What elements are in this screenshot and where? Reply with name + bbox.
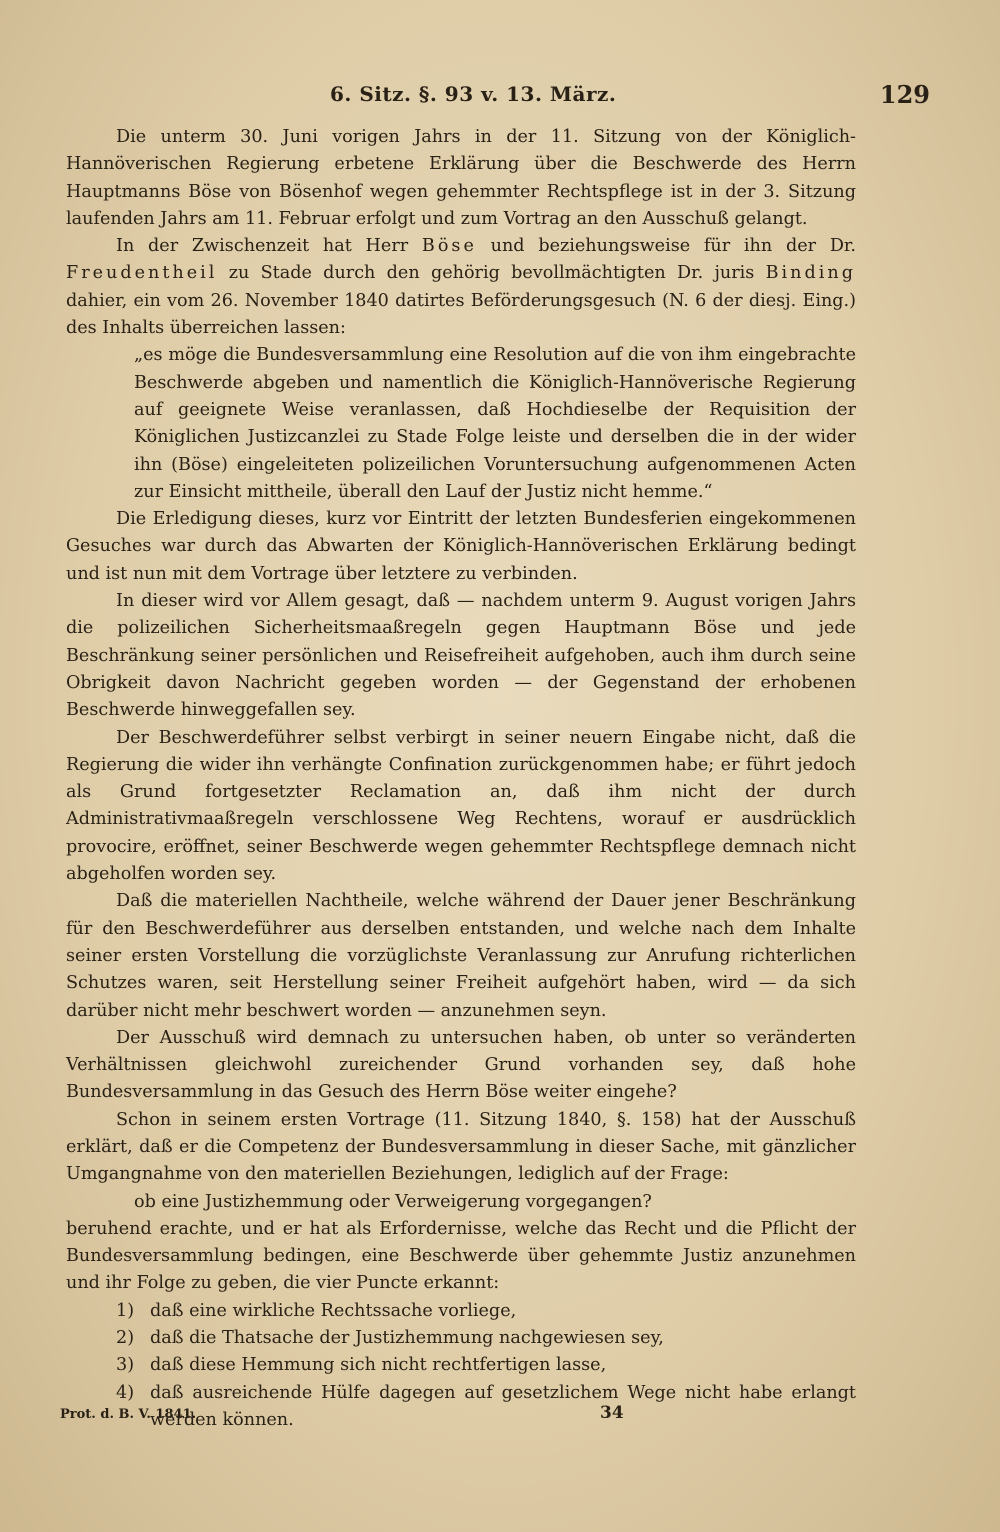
list-number: 4) — [116, 1382, 135, 1403]
list-text: daß ausreichende Hülfe dagegen auf gesetzlichem Wege nicht habe erlangt werden können. — [150, 1382, 856, 1430]
sheet-signature: 34 — [600, 1403, 624, 1423]
list-number: 2) — [116, 1328, 135, 1349]
running-head: 6. Sitz. §. 93 v. 13. März. — [330, 82, 617, 106]
page-header — [60, 82, 940, 112]
list-item — [116, 1298, 856, 1325]
paragraph: Der Ausschuß wird demnach zu untersuchen haben, ob unter so veränderten Verhältnissen gleichwohl zureichender Grund vorhanden sey, daß hohe Bundesversammlung in das Gesuch des Herrn Böse weiter eingehe? — [66, 1027, 856, 1103]
list-item — [116, 1352, 856, 1379]
block-quote: „es möge die Bundesversammlung eine Resolution auf die von ihm eingebrachte Beschwerde abgeben und namentlich die Königlich-Hannöverische Regierung auf geeignete Weise veranlassen, daß Hochdieselbe der Requisition der Königlichen Justizcanzlei zu Stade Folge leiste und derselben die in der wider ihn (Böse) eingeleiteten polizeilichen Voruntersuchung aufgenommenen Acten zur Einsicht mittheile, überall den Lauf der Justiz nicht hemme.“ — [134, 345, 856, 502]
page-footer — [60, 1403, 940, 1427]
list-text: daß diese Hemmung sich nicht rechtfertigen lasse, — [150, 1355, 607, 1376]
paragraph — [66, 233, 856, 342]
paragraph: Schon in seinem ersten Vortrage (11. Sitzung 1840, §. 158) hat der Ausschuß erklärt, daß er die Competenz der Bundesversammlung in dieser Sache, mit gänzlicher Umgangnahme von den materiellen Beziehungen, lediglich auf der Frage: — [66, 1109, 856, 1185]
paragraph: beruhend erachte, und er hat als Erfordernisse, welche das Recht und die Pflicht der Bundesversammlung bedingen, eine Beschwerde über gehemmte Justiz anzunehmen und ihr Folge zu geben, die vier Puncte erkannt: — [66, 1218, 856, 1294]
paragraph: Daß die materiellen Nachtheile, welche während der Dauer jener Beschränkung für den Beschwerdeführer aus derselben entstanden, und welche nach dem Inhalte seiner ersten Vorstellung die vorzüglichste Veranlassung zur Anrufung richterlichen Schutzes waren, seit Herstellung seiner Freiheit aufgehört haben, wird — da sich darüber nicht mehr beschwert worden — anzunehmen seyn. — [66, 891, 856, 1021]
paragraph: Der Beschwerdeführer selbst verbirgt in seiner neuern Eingabe nicht, daß die Regierung die wider ihn verhängte Confination zurückgenommen habe; er führt jedoch als Grund fortgesetzter Reclamation an, daß ihm nicht der durch Administrativmaaßregeln verschlossene Weg Rechtens, worauf er ausdrücklich provocire, eröffnet, seiner Beschwerde wegen gehemmter Rechtspflege demnach nicht abgeholfen worden sey. — [66, 727, 856, 885]
person-name: Binding — [765, 263, 856, 284]
text-run: In der Zwischenzeit hat Herr — [116, 236, 422, 257]
person-name: Böse — [421, 236, 477, 257]
text-run: und beziehungsweise für ihn der Dr. — [476, 236, 856, 257]
list-number: 1) — [116, 1300, 135, 1321]
paragraph: Die Erledigung dieses, kurz vor Eintritt der letzten Bundesferien eingekommenen Gesuches war durch das Abwarten der Königlich-Hannöverischen Erklärung bedingt und ist nun mit dem Vortrage über letztere zu verbinden. — [66, 509, 856, 584]
body-text — [66, 124, 856, 1434]
person-name: Freudentheil — [66, 263, 218, 284]
question-line: ob eine Justizhemmung oder Verweigerung vorgegangen? — [134, 1191, 652, 1212]
list-number: 3) — [116, 1355, 135, 1376]
text-run: zu Stade durch den gehörig bevollmächtigten Dr. juris — [217, 263, 766, 284]
paragraph: Die unterm 30. Juni vorigen Jahrs in der 11. Sitzung von der Königlich-Hannöverischen Regierung erbetene Erklärung über die Beschwerde des Herrn Hauptmanns Böse von Bösenhof wegen gehemmter Rechtspflege ist in der 3. Sitzung laufenden Jahrs am 11. Februar erfolgt und zum Vortrag an den Ausschuß gelangt. — [66, 127, 856, 229]
text-run: dahier, ein vom 26. November 1840 datirtes Beförderungsgesuch (N. 6 der diesj. Eing.) des Inhalts überreichen lassen: — [66, 290, 856, 339]
paragraph: In dieser wird vor Allem gesagt, daß — nachdem unterm 9. August vorigen Jahrs die polizeilichen Sicherheitsmaaßregeln gegen Hauptmann Böse und jede Beschränkung seiner persönlichen und Reisefreiheit aufgehoben, auch ihm durch seine Obrigkeit davon Nachricht gegeben worden — der Gegenstand der erhobenen Beschwerde hinweggefallen sey. — [66, 591, 856, 721]
page-number: 129 — [879, 80, 930, 109]
list-text: daß eine wirkliche Rechtssache vorliege, — [150, 1300, 517, 1321]
list-item — [116, 1325, 856, 1352]
list-text: daß die Thatsache der Justizhemmung nachgewiesen sey, — [150, 1328, 664, 1349]
footer-protocol: Prot. d. B. V. 1841. — [60, 1407, 197, 1422]
